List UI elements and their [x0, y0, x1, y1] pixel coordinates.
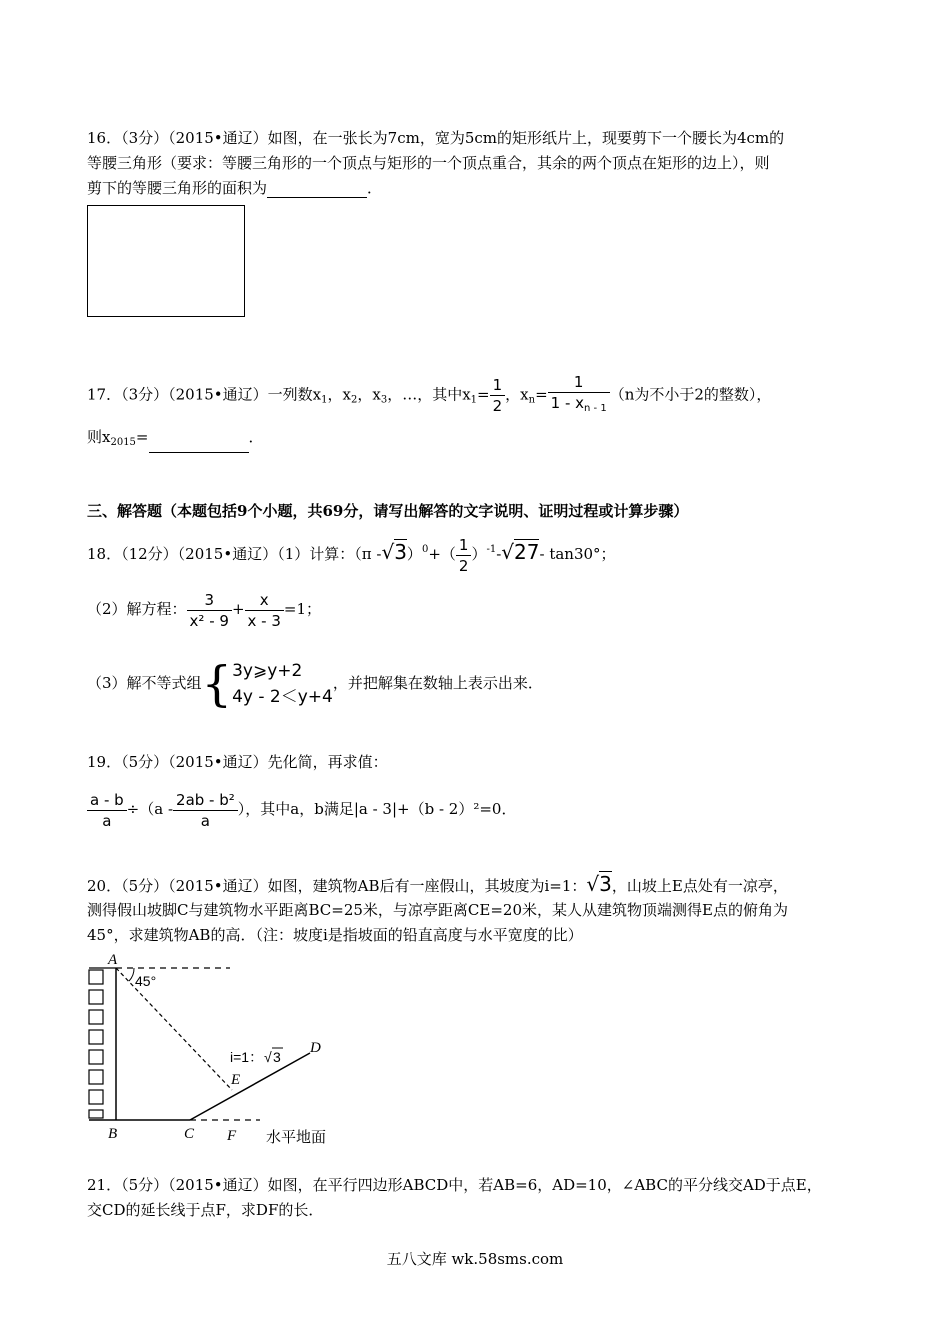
q17-l2-prefix: 则x — [87, 428, 111, 446]
q19-frac2 — [173, 790, 238, 831]
inequality-system — [232, 658, 333, 710]
label-ground: 水平地面 — [266, 1128, 327, 1146]
rec-num: 1 — [548, 372, 610, 393]
label-slope: i=1： — [230, 1049, 264, 1065]
q18-part2 — [87, 587, 321, 631]
q18-supm1: -1 — [486, 544, 497, 555]
q17-l2-end: ． — [248, 428, 264, 446]
sqrt27-symbol: √27 — [501, 540, 540, 564]
half-fraction — [490, 375, 506, 416]
q20-line1a: 20．（5分）（2015•通辽）如图，建筑物AB后有一座假山，其坡度为i=1： — [87, 877, 587, 895]
q16-line3 — [87, 178, 382, 198]
label-f: F — [227, 1128, 237, 1144]
q18-p3-label: （3）解不等式组 — [87, 674, 202, 692]
eq-frac2-num: x — [245, 590, 284, 611]
q18-part3 — [87, 655, 543, 711]
q19-expression — [87, 785, 516, 833]
q17-l2-sub: 2015 — [110, 437, 136, 448]
eq-frac2 — [245, 590, 284, 631]
q17-sub1: 1 — [321, 394, 328, 406]
q17-eq2: = — [535, 385, 548, 404]
q20-line2: 测得假山坡脚C与建筑物水平距离BC=25米，与凉亭距离CE=20米，某人从建筑物顶端测得E点的俯角为 — [87, 901, 788, 919]
q18-sup0: 0 — [421, 544, 429, 555]
q21-line1: 21．（5分）（2015•通辽）如图，在平行四边形ABCD中，若AB=6，AD=10，∠ABC的平分线交AD于点E， — [87, 1176, 822, 1194]
slope-root-sign: √ — [264, 1049, 272, 1065]
q16-line1: 16．（3分）（2015•通辽）如图，在一张长为7cm，宽为5cm的矩形纸片上，现要剪下一个腰长为4cm的 — [87, 129, 785, 147]
q18-half-den: 2 — [458, 556, 469, 575]
building-slope-figure — [80, 950, 350, 1150]
q18-half-num: 1 — [456, 535, 472, 556]
q19-line1: 19．（5分）（2015•通辽）先化简，再求值： — [87, 753, 388, 771]
label-slope-root: 3 — [273, 1049, 281, 1065]
angle-arc — [129, 968, 134, 981]
q17-l2-eq: = — [135, 428, 149, 446]
q17-sub2: 2 — [350, 394, 358, 406]
answer-blank-16[interactable] — [267, 183, 367, 198]
q20-sqrt3-value: 3 — [599, 872, 612, 896]
q18-part1 — [87, 530, 616, 576]
sqrt3-value: 3 — [394, 540, 407, 564]
q17-sub4: 1 — [470, 394, 478, 406]
q19-frac1-den: a — [102, 811, 112, 830]
inequality-1: 3y⩾y+2 — [232, 661, 303, 681]
rec-den-sub: n - 1 — [584, 403, 607, 414]
q17-suffix: （n为不小于2的整数）， — [609, 385, 772, 404]
q17-subn: n — [528, 394, 536, 406]
q17-line2 — [87, 427, 264, 453]
label-e: E — [231, 1072, 241, 1088]
q17-c1: ，x — [327, 385, 351, 404]
q20-line1b: ，山坡上E点处有一凉亭， — [611, 877, 788, 895]
q21-line2: 交CD的延长线于点F，求DF的长． — [87, 1201, 324, 1219]
q16-line2: 等腰三角形（要求：等腰三角形的一个顶点与矩形的一个顶点重合，其余的两个顶点在矩形的边上），则 — [87, 154, 770, 172]
q19-frac1-num: a - b — [87, 790, 127, 811]
footer-watermark: 五八文库 wk.58sms.com — [386, 1250, 564, 1268]
q18-p2-label: （2）解方程： — [87, 600, 187, 618]
q18-p5: - — [496, 545, 502, 563]
q18-p2: ） — [406, 545, 422, 563]
q16-end: ． — [367, 179, 383, 197]
q20-sqrt3-symbol: √3 — [586, 872, 612, 896]
sightline-ae — [116, 968, 232, 1090]
q18-half — [456, 535, 472, 576]
q17-c2: ，x — [357, 385, 381, 404]
eq-frac1 — [187, 590, 232, 631]
q19-div: ÷（a - — [126, 800, 174, 818]
q18-p6: - tan30°； — [539, 545, 616, 563]
q19-frac1 — [87, 790, 127, 831]
q18-p3-tail: ，并把解集在数轴上表示出来． — [332, 674, 543, 692]
half-num: 1 — [490, 375, 506, 396]
rec-den-a: 1 - x — [550, 394, 585, 412]
q19-frac2-num: 2ab - b² — [173, 790, 238, 811]
q17-c3: ，x — [505, 385, 529, 404]
answer-blank-17[interactable] — [149, 438, 249, 453]
q19-frac2-den: a — [200, 811, 210, 830]
sqrt3-symbol: √3 — [381, 540, 407, 564]
q17-eq: = — [477, 385, 490, 404]
q18-p3: +（ — [428, 545, 456, 563]
q17-mid: ，…，其中x — [387, 385, 471, 404]
q19-tail: ），其中a，b满足|a - 3|+（b - 2）²=0． — [237, 800, 517, 818]
eq-frac2-den: x - 3 — [247, 611, 281, 630]
recurrence-fraction — [548, 372, 610, 419]
q17-prefix: 17．（3分）（2015•通辽）一列数x — [87, 385, 322, 404]
label-a: A — [108, 952, 118, 968]
q17-line1 — [87, 372, 771, 421]
q20-line1 — [87, 874, 788, 896]
brace-symbol: { — [201, 656, 233, 712]
rec-den — [548, 393, 610, 419]
building — [89, 968, 116, 1118]
q20-line3: 45°，求建筑物AB的高．（注：坡度i是指坡面的铅直高度与水平宽度的比） — [87, 926, 583, 944]
q18-p1: 18．（12分）（2015•通辽）（1）计算：（π - — [87, 545, 382, 563]
q18-p4: ） — [471, 545, 487, 563]
sqrt27-value: 27 — [514, 540, 540, 564]
rectangle-figure — [87, 205, 245, 317]
q17-sub3: 3 — [380, 394, 388, 406]
label-c: C — [184, 1126, 195, 1142]
eq-frac1-num: 3 — [187, 590, 232, 611]
label-angle: 45° — [135, 973, 157, 989]
eq-plus: + — [231, 600, 245, 618]
half-den: 2 — [492, 397, 503, 415]
label-d: D — [310, 1040, 321, 1056]
q16-line3-text: 剪下的等腰三角形的面积为 — [87, 179, 268, 197]
inequality-2: 4y - 2＜y+4 — [232, 687, 333, 707]
eq-rhs: =1； — [283, 600, 322, 618]
section3-title: 三、解答题（本题包括9个小题，共69分，请写出解答的文字说明、证明过程或计算步骤） — [87, 502, 689, 520]
label-b: B — [108, 1126, 118, 1142]
eq-frac1-den: x² - 9 — [189, 611, 229, 630]
